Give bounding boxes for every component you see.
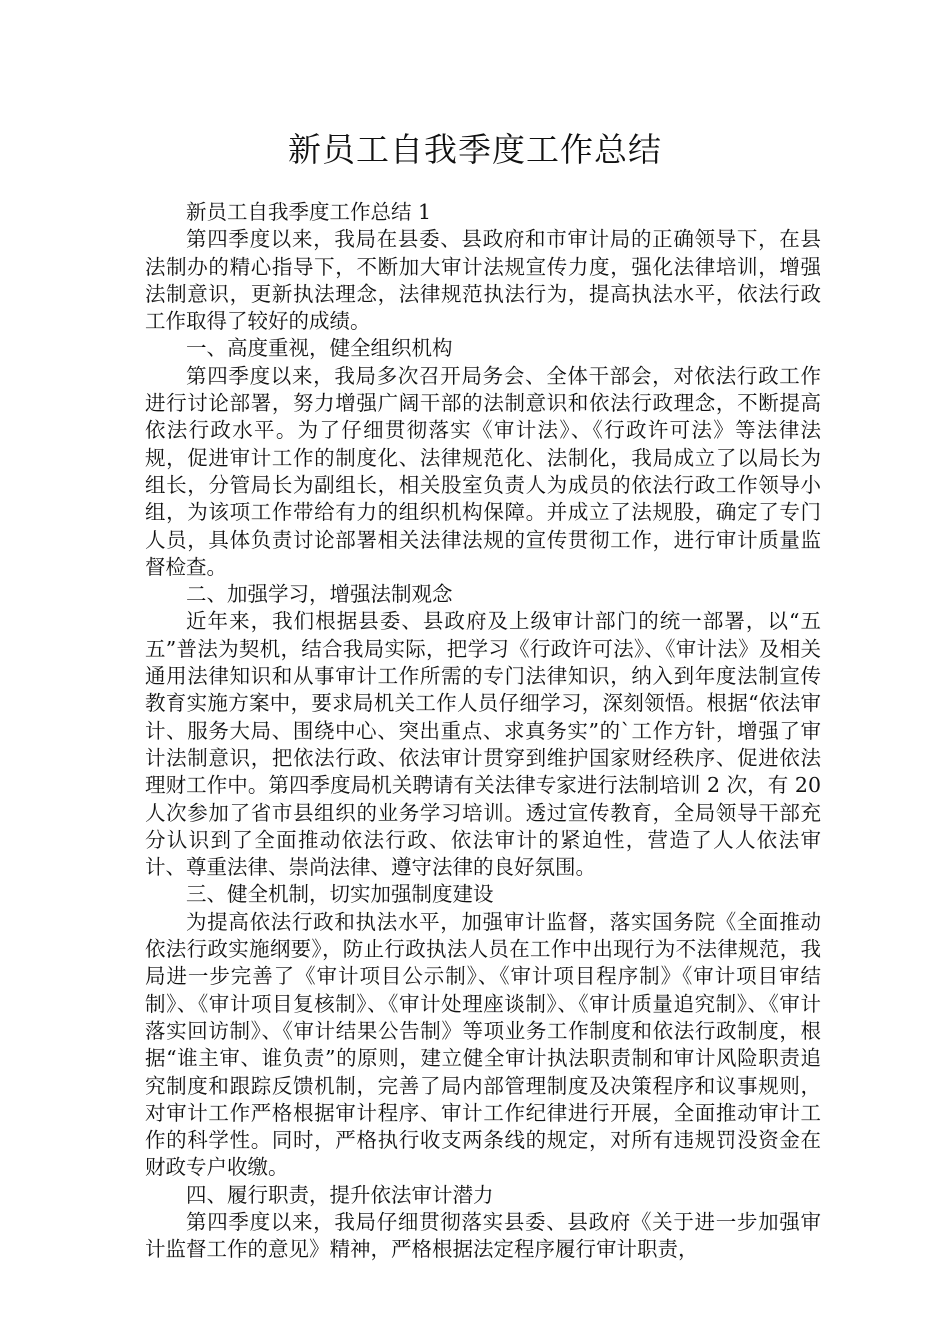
section-2-paragraph: 近年来，我们根据县委、县政府及上级审计部门的统一部署，以“五五”普法为契机，结合我局实际，把学习《行政许可法》、《审计法》及相关通用法律知识和从事审计工作所需的专门法律知识，纳入到年度法制宣传教育实施方案中，要求局机关工作人员仔细学习，深刻领悟。根据“依法审计、服务大局、围绕中心、突出重点、求真务实”的`工作方针，增强了审计法制意识，把依法行政、依法审计贯穿到维护国家财经秩序、促进依法理财工作中。第四季度局机关聘请有关法律专家进行法制培训 2 次，有 20 人次参加了省市县组织的业务学习培训。透过宣传教育，全局领导干部充分认识到了全面推动依法行政、依法审计的紧迫性，营造了人人依法审计、尊重法律、崇尚法律、遵守法律的良好氛围。 <box>145 609 821 880</box>
section-heading-3: 三、健全机制，切实加强制度建设 <box>186 882 494 907</box>
document-title: 新员工自我季度工作总结 <box>288 130 662 169</box>
section-3-paragraph: 为提高依法行政和执法水平，加强审计监督，落实国务院《全面推动依法行政实施纲要》，防止行政执法人员在工作中出现行为不法律规范，我局进一步完善了《审计项目公示制》、《审计项目程序制》《审计项目审结制》、《审计项目复核制》、《审计处理座谈制》、《审计质量追究制》、《审计落实回访制》、《审计结果公告制》等项业务工作制度和依法行政制度，根据“谁主审、谁负责”的原则，建立健全审计执法职责制和审计风险职责追究制度和跟踪反馈机制，完善了局内部管理制度及决策程序和议事规则，对审计工作严格根据审计程序、审计工作纪律进行开展，全面推动审计工作的科学性。同时，严格执行收支两条线的规定，对所有违规罚没资金在财政专户收缴。 <box>145 909 821 1180</box>
section-heading-4: 四、履行职责，提升依法审计潜力 <box>186 1182 494 1207</box>
document-body <box>145 199 821 1264</box>
section-heading-2: 二、加强学习，增强法制观念 <box>186 582 453 607</box>
subtitle-paragraph: 新员工自我季度工作总结 1 <box>186 200 432 224</box>
section-heading-1: 一、高度重视，健全组织机构 <box>186 336 453 361</box>
intro-paragraph: 第四季度以来，我局在县委、县政府和市审计局的正确领导下，在县法制办的精心指导下，不断加大审计法规宣传力度，强化法律培训，增强法制意识，更新执法理念，法律规范执法行为，提高执法水平，依法行政工作取得了较好的成绩。 <box>145 227 821 334</box>
section-1-paragraph: 第四季度以来，我局多次召开局务会、全体干部会，对依法行政工作进行讨论部署，努力增强广阔干部的法制意识和依法行政理念，不断提高依法行政水平。为了仔细贯彻落实《审计法》、《行政许可法》等法律法规，促进审计工作的制度化、法律规范化、法制化，我局成立了以局长为组长，分管局长为副组长，相关股室负责人为成员的依法行政工作领导小组，为该项工作带给有力的组织机构保障。并成立了法规股，确定了专门人员，具体负责讨论部署相关法律法规的宣传贯彻工作，进行审计质量监督检查。 <box>145 363 821 579</box>
section-4-paragraph: 第四季度以来，我局仔细贯彻落实县委、县政府《关于进一步加强审计监督工作的意见》精神，严格根据法定程序履行审计职责， <box>145 1209 821 1262</box>
